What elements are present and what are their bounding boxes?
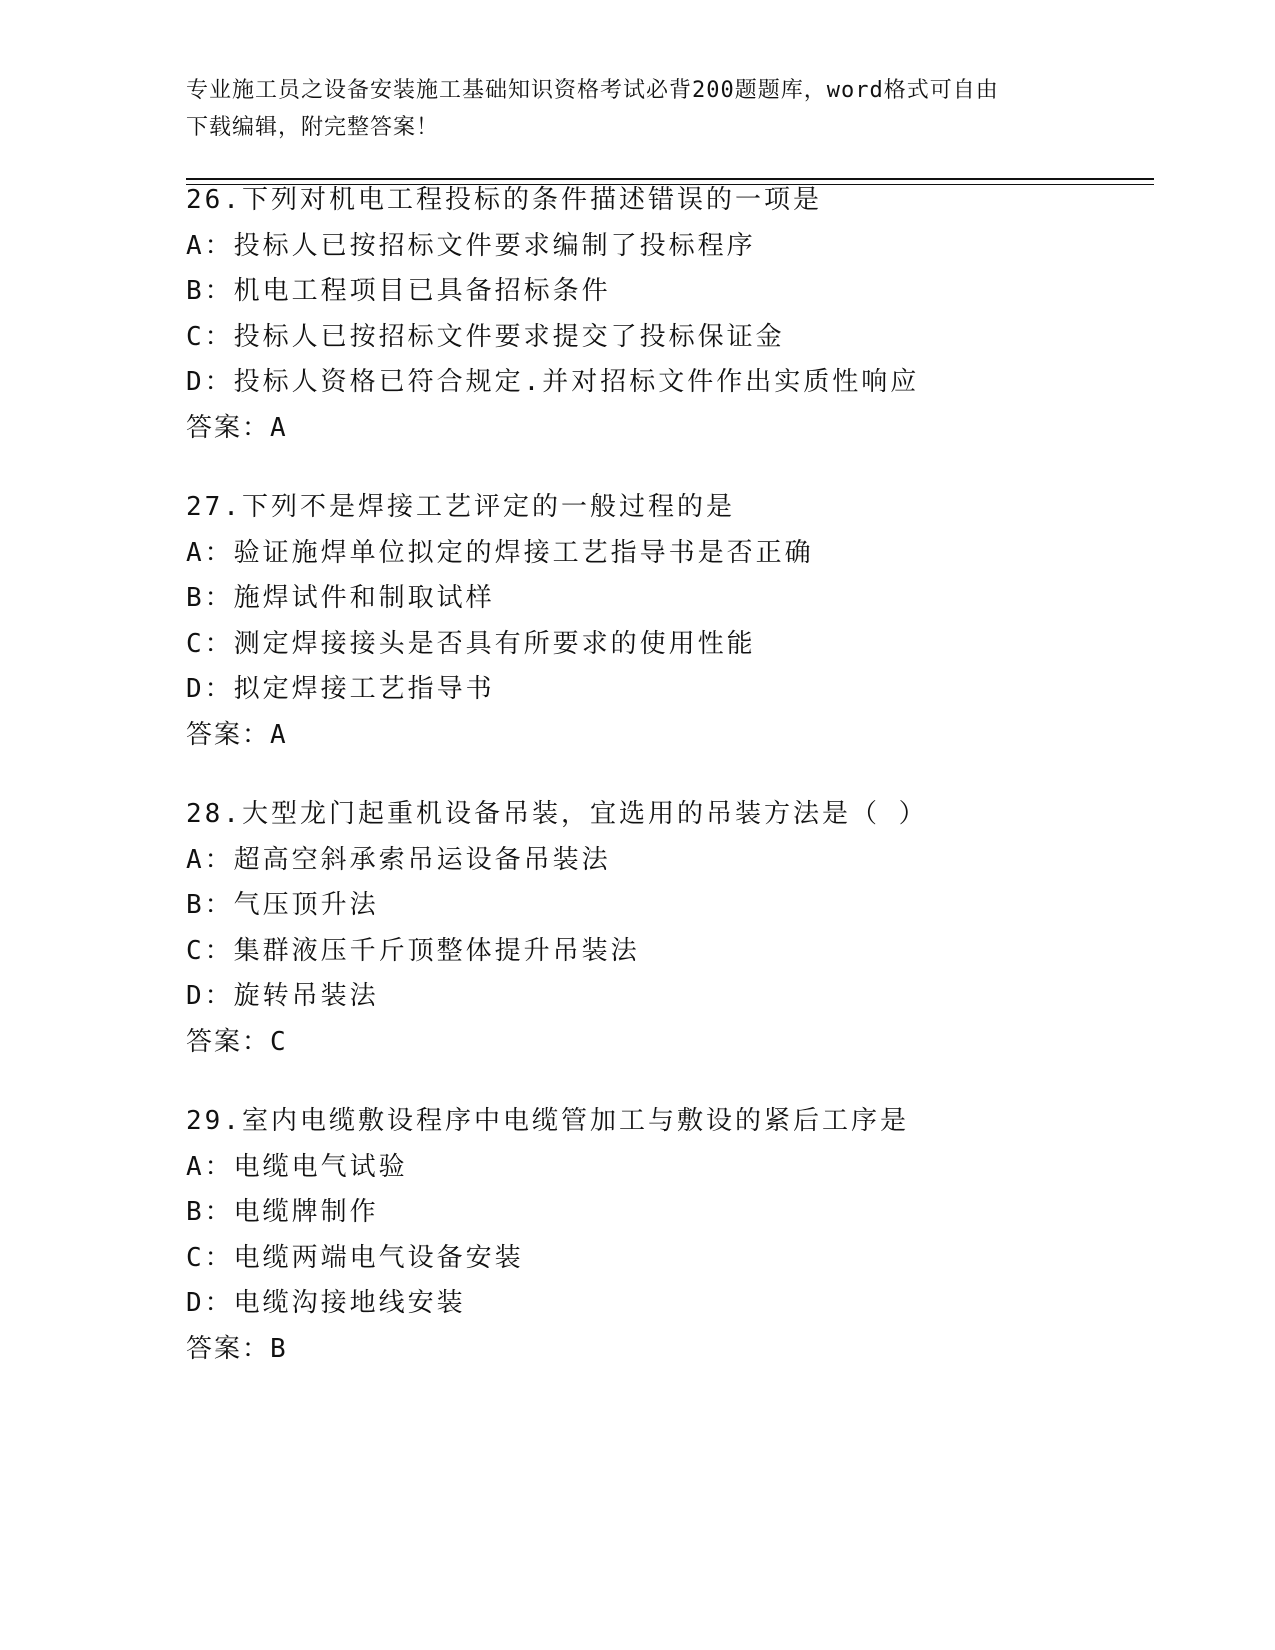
option-a: A：电缆电气试验 bbox=[186, 1151, 408, 1182]
answer-value: A bbox=[270, 412, 289, 443]
option-a: A：超高空斜承索吊运设备吊装法 bbox=[186, 844, 611, 875]
option-a: A：投标人已按招标文件要求编制了投标程序 bbox=[186, 230, 756, 261]
answer-line bbox=[186, 406, 1166, 452]
option-d: D：投标人资格已符合规定.并对招标文件作出实质性响应 bbox=[186, 367, 920, 398]
answer-line bbox=[186, 1020, 1166, 1066]
question-stem: 27.下列不是焊接工艺评定的一般过程的是 bbox=[186, 492, 735, 522]
answer-line bbox=[186, 1327, 1166, 1373]
option-b: B：施焊试件和制取试样 bbox=[186, 583, 495, 614]
answer-label: 答案： bbox=[186, 719, 271, 750]
question-stem: 26.下列对机电工程投标的条件描述错误的一项是 bbox=[186, 185, 822, 215]
option-c: C：集群液压千斤顶整体提升吊装法 bbox=[186, 935, 640, 966]
option-a: A：验证施焊单位拟定的焊接工艺指导书是否正确 bbox=[186, 537, 814, 568]
answer-label: 答案： bbox=[186, 412, 271, 443]
answer-value: C bbox=[270, 1026, 289, 1057]
question-28 bbox=[186, 792, 1166, 1066]
option-d: D：旋转吊装法 bbox=[186, 981, 379, 1012]
answer-value: A bbox=[270, 719, 289, 750]
option-c: C：测定焊接接头是否具有所要求的使用性能 bbox=[186, 628, 756, 659]
question-27 bbox=[186, 485, 1166, 759]
option-d: D：电缆沟接地线安装 bbox=[186, 1288, 466, 1319]
header-line-2: 下载编辑，附完整答案！ bbox=[186, 115, 440, 140]
option-b: B：机电工程项目已具备招标条件 bbox=[186, 276, 611, 307]
question-26 bbox=[186, 178, 1166, 452]
document-header bbox=[186, 72, 1086, 146]
answer-label: 答案： bbox=[186, 1026, 271, 1057]
option-c: C：投标人已按招标文件要求提交了投标保证金 bbox=[186, 321, 785, 352]
option-c: C：电缆两端电气设备安装 bbox=[186, 1242, 524, 1273]
answer-line bbox=[186, 713, 1166, 759]
answer-label: 答案： bbox=[186, 1333, 271, 1364]
header-line-1: 专业施工员之设备安装施工基础知识资格考试必背200题题库，word格式可自由 bbox=[186, 78, 999, 103]
question-29 bbox=[186, 1099, 1166, 1373]
answer-value: B bbox=[270, 1333, 289, 1364]
question-stem: 28.大型龙门起重机设备吊装，宜选用的吊装方法是（ ） bbox=[186, 799, 928, 829]
option-d: D：拟定焊接工艺指导书 bbox=[186, 674, 495, 705]
option-b: B：电缆牌制作 bbox=[186, 1197, 379, 1228]
option-b: B：气压顶升法 bbox=[186, 890, 379, 921]
question-stem: 29.室内电缆敷设程序中电缆管加工与敷设的紧后工序是 bbox=[186, 1106, 909, 1136]
